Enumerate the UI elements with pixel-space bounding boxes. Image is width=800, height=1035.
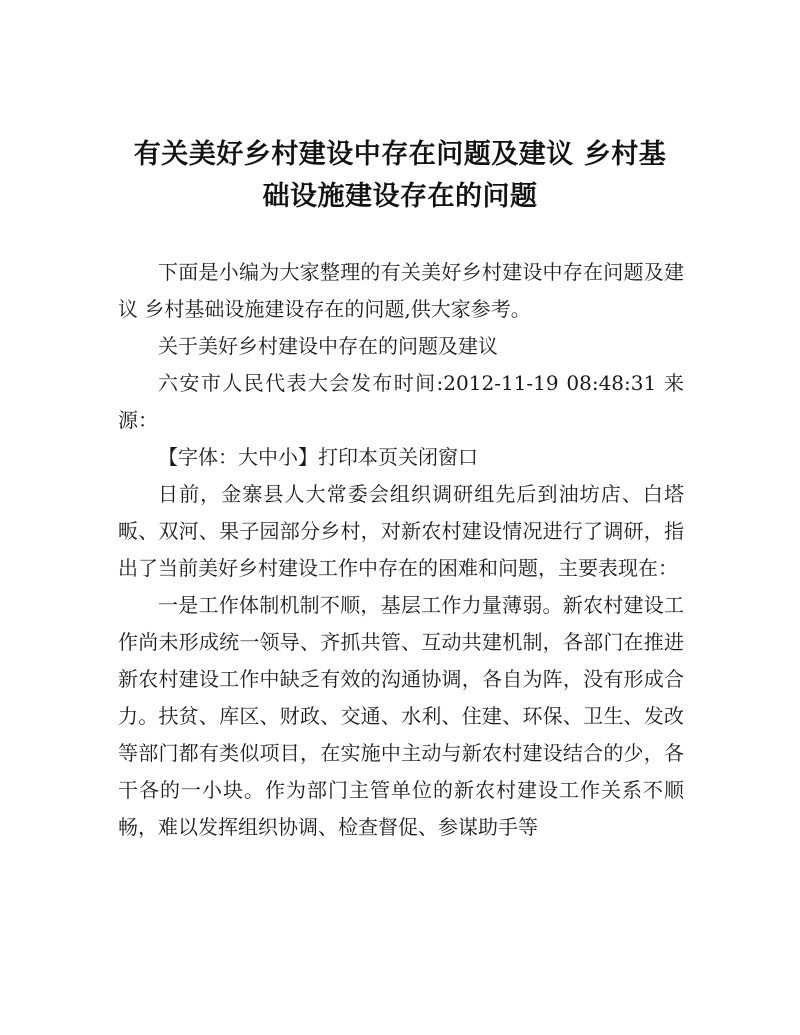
- body-paragraph: 一是工作体制机制不顺，基层工作力量薄弱。新农村建设工作尚未形成统一领导、齐抓共管、互动共建机制，各部门在推进新农村建设工作中缺乏有效的沟通协调，各自为阵，没有形成合力。扶贫、库区、财政、交通、水利、住建、环保、卫生、发改等部门都有类似项目，在实施中主动与新农村建设结合的少，各干各的一小块。作为部门主管单位的新农村建设工作关系不顺畅，难以发挥组织协调、检查督促、参谋助手等: [118, 593, 684, 839]
- title-line-1: 有关美好乡村建设中存在问题及建议 乡村基: [133, 139, 667, 170]
- article-heading: 关于美好乡村建设中存在的问题及建议: [158, 334, 498, 358]
- body-paragraph: 日前，金寨县人大常委会组织调研组先后到油坊店、白塔畈、双河、果子园部分乡村，对新农村建设情况进行了调研，指出了当前美好乡村建设工作中存在的困难和问题，主要表现在：: [118, 482, 684, 580]
- document-body: [118, 254, 684, 846]
- title-line-2: 础设施建设存在的问题: [262, 181, 538, 212]
- font-print-controls: 【字体：大中小】打印本页关闭窗口: [158, 445, 478, 469]
- intro-paragraph: 下面是小编为大家整理的有关美好乡村建设中存在问题及建议 乡村基础设施建设存在的问题,供大家参考。: [118, 260, 684, 321]
- document-title: [110, 134, 690, 218]
- publish-info: 六安市人民代表大会发布时间:2012-11-19 08:48:31 来源：: [118, 371, 684, 432]
